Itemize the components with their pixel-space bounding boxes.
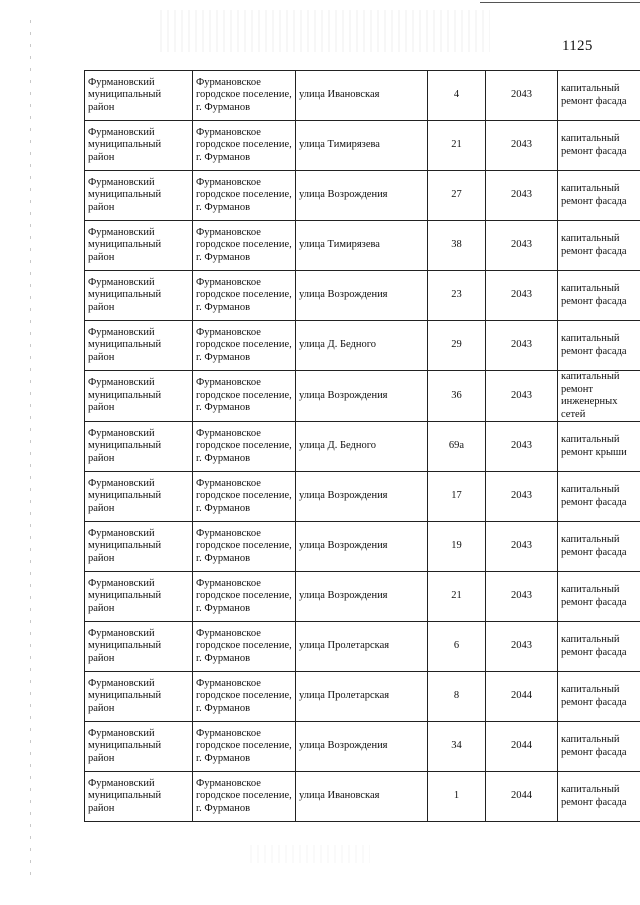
table-row <box>85 472 640 522</box>
street-cell: улица Возрождения <box>296 572 428 622</box>
binding-margin-line <box>30 20 31 880</box>
year-cell: 2043 <box>486 622 558 672</box>
street-cell: улица Возрождения <box>296 171 428 221</box>
district-cell: Фурмановский муниципальный район <box>85 422 193 472</box>
settlement-cell: Фурмановское городское поселение, г. Фурманов <box>193 722 296 772</box>
table-row <box>85 271 640 321</box>
settlement-cell: Фурмановское городское поселение, г. Фурманов <box>193 71 296 121</box>
street-cell: улица Д. Бедного <box>296 321 428 371</box>
settlement-cell: Фурмановское городское поселение, г. Фурманов <box>193 572 296 622</box>
district-cell: Фурмановский муниципальный район <box>85 71 193 121</box>
house-number-cell: 27 <box>428 171 486 221</box>
work-type-cell: капитальный ремонт фасада <box>558 121 640 171</box>
settlement-cell: Фурмановское городское поселение, г. Фурманов <box>193 271 296 321</box>
table-row <box>85 672 640 722</box>
year-cell: 2044 <box>486 672 558 722</box>
work-type-cell: капитальный ремонт фасада <box>558 772 640 822</box>
settlement-cell: Фурмановское городское поселение, г. Фурманов <box>193 622 296 672</box>
street-cell: улица Возрождения <box>296 371 428 422</box>
year-cell: 2043 <box>486 371 558 422</box>
table-row <box>85 522 640 572</box>
work-type-cell: капитальный ремонт фасада <box>558 472 640 522</box>
work-type-cell: капитальный ремонт инженерных сетей <box>558 371 640 422</box>
house-number-cell: 17 <box>428 472 486 522</box>
year-cell: 2043 <box>486 121 558 171</box>
house-number-cell: 38 <box>428 221 486 271</box>
table-row <box>85 371 640 422</box>
table-body <box>85 71 640 822</box>
work-type-cell: капитальный ремонт фасада <box>558 221 640 271</box>
house-number-cell: 29 <box>428 321 486 371</box>
year-cell: 2043 <box>486 221 558 271</box>
house-number-cell: 23 <box>428 271 486 321</box>
house-number-cell: 4 <box>428 71 486 121</box>
year-cell: 2043 <box>486 321 558 371</box>
settlement-cell: Фурмановское городское поселение, г. Фурманов <box>193 221 296 271</box>
district-cell: Фурмановский муниципальный район <box>85 722 193 772</box>
street-cell: улица Ивановская <box>296 772 428 822</box>
table-row <box>85 171 640 221</box>
table-row <box>85 221 640 271</box>
year-cell: 2043 <box>486 522 558 572</box>
street-cell: улица Ивановская <box>296 71 428 121</box>
house-number-cell: 34 <box>428 722 486 772</box>
table-row <box>85 71 640 121</box>
table-row <box>85 321 640 371</box>
housing-repair-table <box>84 70 640 822</box>
street-cell: улица Тимирязева <box>296 221 428 271</box>
district-cell: Фурмановский муниципальный район <box>85 772 193 822</box>
house-number-cell: 21 <box>428 572 486 622</box>
work-type-cell: капитальный ремонт фасада <box>558 522 640 572</box>
year-cell: 2044 <box>486 722 558 772</box>
street-cell: улица Пролетарская <box>296 622 428 672</box>
district-cell: Фурмановский муниципальный район <box>85 221 193 271</box>
work-type-cell: капитальный ремонт фасада <box>558 622 640 672</box>
table-row <box>85 572 640 622</box>
street-cell: улица Тимирязева <box>296 121 428 171</box>
settlement-cell: Фурмановское городское поселение, г. Фурманов <box>193 121 296 171</box>
settlement-cell: Фурмановское городское поселение, г. Фурманов <box>193 371 296 422</box>
district-cell: Фурмановский муниципальный район <box>85 121 193 171</box>
house-number-cell: 8 <box>428 672 486 722</box>
table-row <box>85 722 640 772</box>
year-cell: 2043 <box>486 422 558 472</box>
work-type-cell: капитальный ремонт крыши <box>558 422 640 472</box>
year-cell: 2043 <box>486 71 558 121</box>
district-cell: Фурмановский муниципальный район <box>85 472 193 522</box>
house-number-cell: 36 <box>428 371 486 422</box>
table-row <box>85 121 640 171</box>
district-cell: Фурмановский муниципальный район <box>85 371 193 422</box>
work-type-cell: капитальный ремонт фасада <box>558 722 640 772</box>
year-cell: 2043 <box>486 171 558 221</box>
district-cell: Фурмановский муниципальный район <box>85 622 193 672</box>
scan-top-rule <box>480 2 640 3</box>
house-number-cell: 69а <box>428 422 486 472</box>
work-type-cell: капитальный ремонт фасада <box>558 71 640 121</box>
scan-artifact-bottom <box>250 845 370 863</box>
district-cell: Фурмановский муниципальный район <box>85 171 193 221</box>
house-number-cell: 21 <box>428 121 486 171</box>
settlement-cell: Фурмановское городское поселение, г. Фурманов <box>193 472 296 522</box>
district-cell: Фурмановский муниципальный район <box>85 672 193 722</box>
work-type-cell: капитальный ремонт фасада <box>558 672 640 722</box>
district-cell: Фурмановский муниципальный район <box>85 572 193 622</box>
year-cell: 2043 <box>486 572 558 622</box>
street-cell: улица Возрождения <box>296 522 428 572</box>
street-cell: улица Возрождения <box>296 271 428 321</box>
settlement-cell: Фурмановское городское поселение, г. Фурманов <box>193 171 296 221</box>
house-number-cell: 19 <box>428 522 486 572</box>
settlement-cell: Фурмановское городское поселение, г. Фурманов <box>193 321 296 371</box>
settlement-cell: Фурмановское городское поселение, г. Фурманов <box>193 772 296 822</box>
work-type-cell: капитальный ремонт фасада <box>558 572 640 622</box>
table-row <box>85 772 640 822</box>
work-type-cell: капитальный ремонт фасада <box>558 321 640 371</box>
year-cell: 2043 <box>486 472 558 522</box>
district-cell: Фурмановский муниципальный район <box>85 271 193 321</box>
work-type-cell: капитальный ремонт фасада <box>558 171 640 221</box>
scan-artifact-top <box>160 10 490 52</box>
table-row <box>85 622 640 672</box>
district-cell: Фурмановский муниципальный район <box>85 321 193 371</box>
street-cell: улица Пролетарская <box>296 672 428 722</box>
year-cell: 2043 <box>486 271 558 321</box>
street-cell: улица Д. Бедного <box>296 422 428 472</box>
house-number-cell: 6 <box>428 622 486 672</box>
settlement-cell: Фурмановское городское поселение, г. Фурманов <box>193 422 296 472</box>
settlement-cell: Фурмановское городское поселение, г. Фурманов <box>193 672 296 722</box>
page-number: 1125 <box>562 38 593 54</box>
year-cell: 2044 <box>486 772 558 822</box>
street-cell: улица Возрождения <box>296 722 428 772</box>
district-cell: Фурмановский муниципальный район <box>85 522 193 572</box>
street-cell: улица Возрождения <box>296 472 428 522</box>
table-row <box>85 422 640 472</box>
work-type-cell: капитальный ремонт фасада <box>558 271 640 321</box>
house-number-cell: 1 <box>428 772 486 822</box>
settlement-cell: Фурмановское городское поселение, г. Фурманов <box>193 522 296 572</box>
